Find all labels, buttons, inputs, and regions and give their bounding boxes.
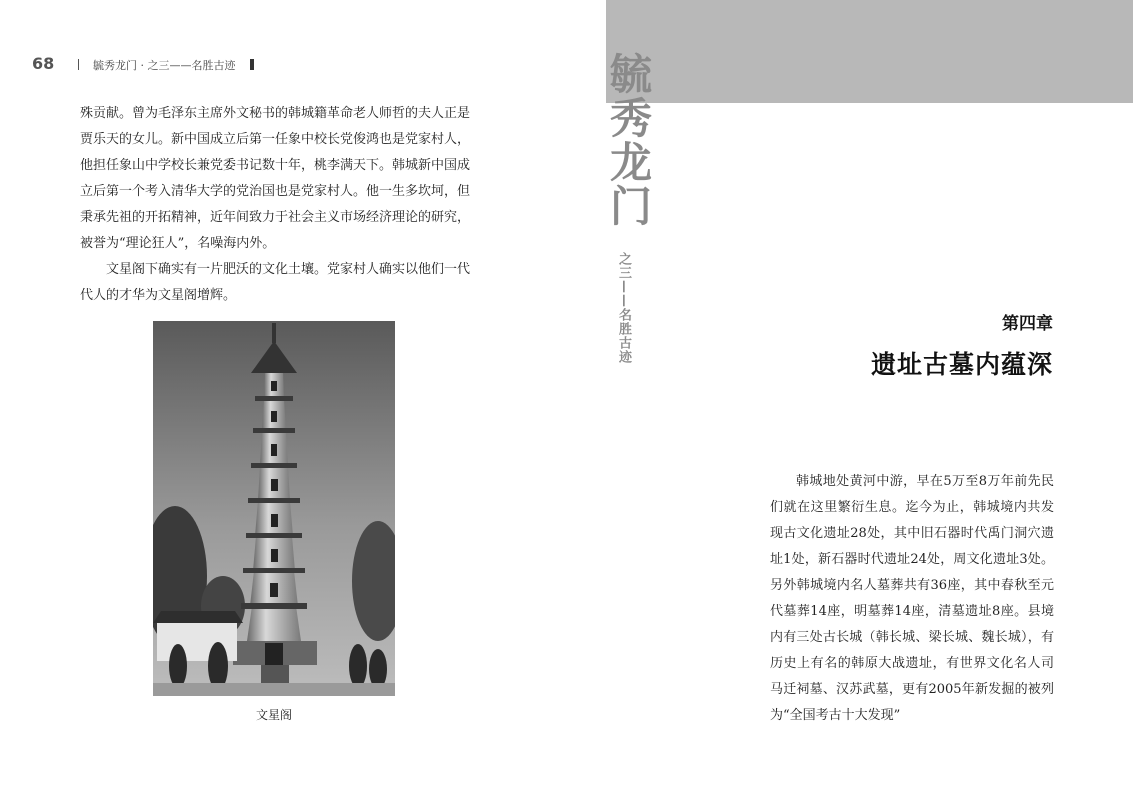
pagoda-photo: [153, 321, 395, 696]
pagoda-photo-drawing: [153, 321, 395, 696]
paragraph: 殊贡献。曾为毛泽东主席外文秘书的韩城籍革命老人师哲的夫人正是贾乐天的女儿。新中国成立后第一任象中校长党俊鸿也是党家村人，他担任象山中学校长兼党委书记数十年，桃李满天下。韩城新中国成立后第一个考入清华大学的党治国也是党家村人。他一生多坎坷，但秉承先祖的开拓精神，近年间致力于社会主义市场经济理论的研究，被誉为“理论狂人”，名噪海内外。: [80, 106, 471, 251]
running-head-marker: [250, 59, 254, 70]
header-band: [606, 0, 1133, 103]
page-number: 68: [32, 54, 55, 73]
vertical-book-subtitle: 之三——名胜古迹: [616, 252, 631, 364]
right-body-text: [770, 469, 1054, 729]
running-head-text: 毓秀龙门 · 之三——名胜古迹: [93, 59, 236, 72]
paragraph: 文星阁下确实有一片肥沃的文化土壤。党家村人确实以他们一代代人的才华为文星阁增辉。: [80, 262, 471, 303]
chapter-title: 遗址古墓内蕴深: [870, 350, 1053, 379]
paragraph: 韩城地处黄河中游，早在5万至8万年前先民们就在这里繁衍生息。迄今为止，韩城境内共发现古文化遗址28处，其中旧石器时代禹门洞穴遗址1处，新石器时代遗址24处，周文化遗址3处。另外韩城境内名人墓葬共有36座，其中春秋至元代墓葬14座，明墓葬14座，清墓遗址8座。县境内有三处古长城（韩长城、梁长城、魏长城），有历史上有名的韩原大战遗址，有世界文化名人司马迁祠墓、汉苏武墓，更有2005年新发掘的被列为“全国考古十大发现”: [770, 474, 1054, 723]
left-body-text: [80, 101, 482, 309]
divider-bar: [78, 59, 79, 70]
running-head: [78, 57, 254, 73]
vertical-book-title: 毓秀龙门: [604, 52, 653, 228]
chapter-label: 第四章: [1002, 314, 1053, 334]
photo-caption: 文星阁: [255, 708, 292, 722]
